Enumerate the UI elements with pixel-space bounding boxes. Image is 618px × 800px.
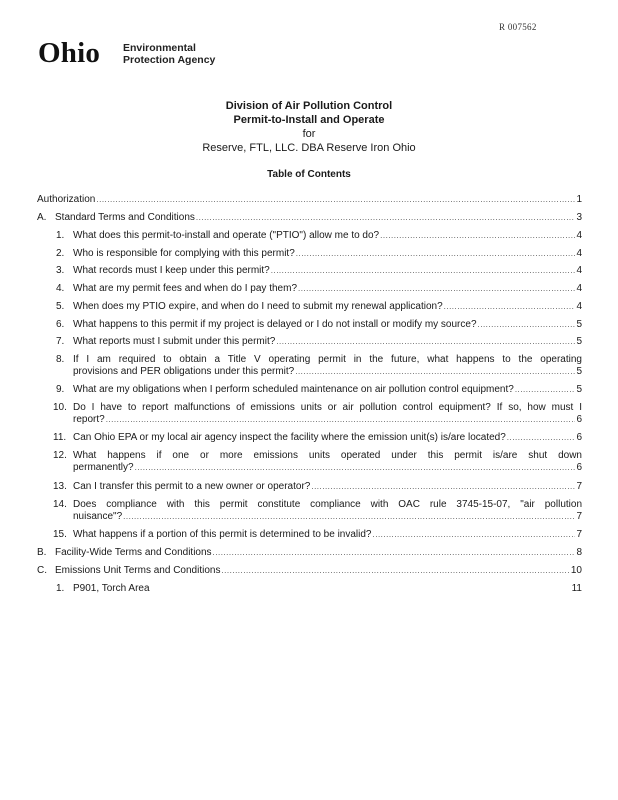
toc-entry-page: 7 [576,511,582,522]
toc-leader-dots [271,265,575,277]
toc-entry-label: If I am required to obtain a Title V operating permit in the future, what happens to the operating [73,354,582,365]
toc-leader-dots [96,194,575,206]
toc-entry-label: Can I transfer this permit to a new owner or operator? [73,481,311,492]
toc-entry-label: Authorization [37,194,96,205]
toc-entry-page: 7 [576,529,582,540]
toc-entry-page: 4 [576,301,582,312]
toc-leader-dots [444,301,575,313]
toc-item-number: 1. [56,230,65,241]
toc-entry-label: What reports must I submit under this permit? [73,336,276,347]
toc-entry-label: Who is responsible for complying with this permit? [73,248,295,259]
toc-entry-item[interactable] [73,354,582,378]
toc-entry-label: What happens if a portion of this permit is determined to be invalid? [73,529,372,540]
toc-entry-item[interactable] [73,301,582,313]
toc-entry-label: Do I have to report malfunctions of emissions units or air pollution control equipment? If so, how must I [73,402,582,413]
document-title-block [0,99,618,155]
toc-entry-section-c[interactable] [55,565,582,577]
toc-entry-page: 5 [576,366,582,377]
toc-entry-label: Standard Terms and Conditions [55,212,195,223]
toc-entry-page: 6 [576,414,582,425]
toc-entry-label: Can Ohio EPA or my local air agency inspect the facility where the emission unit(s) is/are located? [73,432,506,443]
toc-entry-page: 5 [576,384,582,395]
toc-item-number: 5. [56,301,65,312]
toc-entry-label: Does compliance with this permit constitute compliance with OAC rule 3745-15-07, "air pollution [73,499,582,510]
toc-entry-label: What happens to this permit if my project is delayed or I do not install or modify my source? [73,319,477,330]
toc-entry-page: 5 [576,319,582,330]
toc-entry-label: What does this permit-to-install and operate ("PTIO") allow me to do? [73,230,380,241]
facility-name: Reserve, FTL, LLC. DBA Reserve Iron Ohio [202,142,416,154]
toc-entry-section-a[interactable] [55,212,582,224]
toc-entry-item[interactable] [73,432,582,444]
toc-item-number: 14. [53,499,67,510]
agency-name [123,42,263,66]
toc-leader-dots [213,547,575,559]
toc-entry-page: 4 [576,283,582,294]
toc-entry-item[interactable] [73,265,582,277]
toc-entry-label: P901, Torch Area [73,583,150,594]
toc-entry-unit[interactable] [73,583,582,595]
toc-item-number: 13. [53,481,67,492]
toc-item-number: 1. [56,583,65,594]
toc-entry-page: 1 [576,194,582,205]
toc-entry-label: Facility-Wide Terms and Conditions [55,547,212,558]
toc-entry-label: When does my PTIO expire, and when do I need to submit my renewal application? [73,301,443,312]
toc-item-number: 11. [53,432,67,443]
toc-entry-page: 8 [576,547,582,558]
toc-entry-authorization[interactable] [37,194,582,206]
toc-entry-label-continued: nuisance"? [73,511,123,522]
toc-entry-item[interactable] [73,499,582,523]
toc-entry-item[interactable] [73,450,582,474]
toc-item-number: 6. [56,319,65,330]
toc-entry-label: Emissions Unit Terms and Conditions [55,565,221,576]
toc-leader-dots [106,414,576,426]
toc-leader-dots [515,384,575,396]
toc-leader-dots [507,432,575,444]
toc-leader-dots [123,511,575,523]
toc-item-number: 7. [56,336,65,347]
toc-leader-dots [295,366,575,378]
toc-entry-label-continued: provisions and PER obligations under this permit? [73,366,295,377]
toc-leader-dots [135,462,576,474]
agency-name-line1: Environmental [123,42,196,54]
toc-entry-item[interactable] [73,384,582,396]
toc-item-number: 15. [53,529,67,540]
toc-entry-label: What happens if one or more emissions units operated under this permit is/are shut down [73,450,582,461]
toc-entry-page: 10 [570,565,582,576]
toc-leader-dots [380,230,575,242]
toc-item-number: 12. [53,450,67,461]
toc-entry-label: What records must I keep under this permit? [73,265,270,276]
toc-entry-page: 4 [576,230,582,241]
toc-entry-item[interactable] [73,336,582,348]
toc-entry-page: 4 [576,265,582,276]
toc-leader-dots [478,319,575,331]
toc-leader-dots [298,283,575,295]
toc-entry-item[interactable] [73,402,582,426]
toc-entry-label: What are my obligations when I perform scheduled maintenance on air pollution control equipment? [73,384,514,395]
toc-section-number: B. [37,547,47,558]
toc-entry-item[interactable] [73,481,582,493]
toc-item-number: 10. [53,402,67,413]
toc-item-number: 3. [56,265,65,276]
toc-entry-label-continued: permanently? [73,462,134,473]
toc-entry-label-continued: report? [73,414,105,425]
toc-entry-page: 5 [576,336,582,347]
toc-entry-page: 7 [576,481,582,492]
toc-leader-dots [276,336,575,348]
toc-entry-item[interactable] [73,319,582,331]
toc-item-number: 8. [56,354,65,365]
toc-entry-page: 6 [576,432,582,443]
division-title: Division of Air Pollution Control [225,100,393,112]
toc-entry-page: 3 [576,212,582,223]
agency-name-line2: Protection Agency [123,54,216,66]
toc-item-number: 4. [56,283,65,294]
toc-section-number: C. [37,565,47,576]
toc-leader-dots [221,565,569,577]
toc-entry-section-b[interactable] [55,547,582,559]
toc-entry-item[interactable] [73,529,582,541]
toc-entry-page: 11 [571,583,582,594]
toc-entry-page: 6 [576,462,582,473]
ohio-wordmark: Ohio [38,37,101,69]
toc-leader-dots [311,481,575,493]
toc-leader-dots [196,212,575,224]
for-label: for [302,128,316,140]
toc-entry-item[interactable] [73,283,582,295]
toc-item-number: 9. [56,384,65,395]
toc-leader-dots [296,248,575,260]
toc-entry-label: What are my permit fees and when do I pay them? [73,283,297,294]
toc-section-number: A. [37,212,47,223]
document-reference-number: R 007562 [499,22,537,32]
toc-leader-dots [373,529,576,541]
toc-heading: Table of Contents [267,169,351,180]
toc-item-number: 2. [56,248,65,259]
permit-type-title: Permit-to-Install and Operate [233,114,385,126]
toc-entry-item[interactable] [73,230,582,242]
toc-entry-item[interactable] [73,248,582,260]
toc-entry-page: 4 [576,248,582,259]
